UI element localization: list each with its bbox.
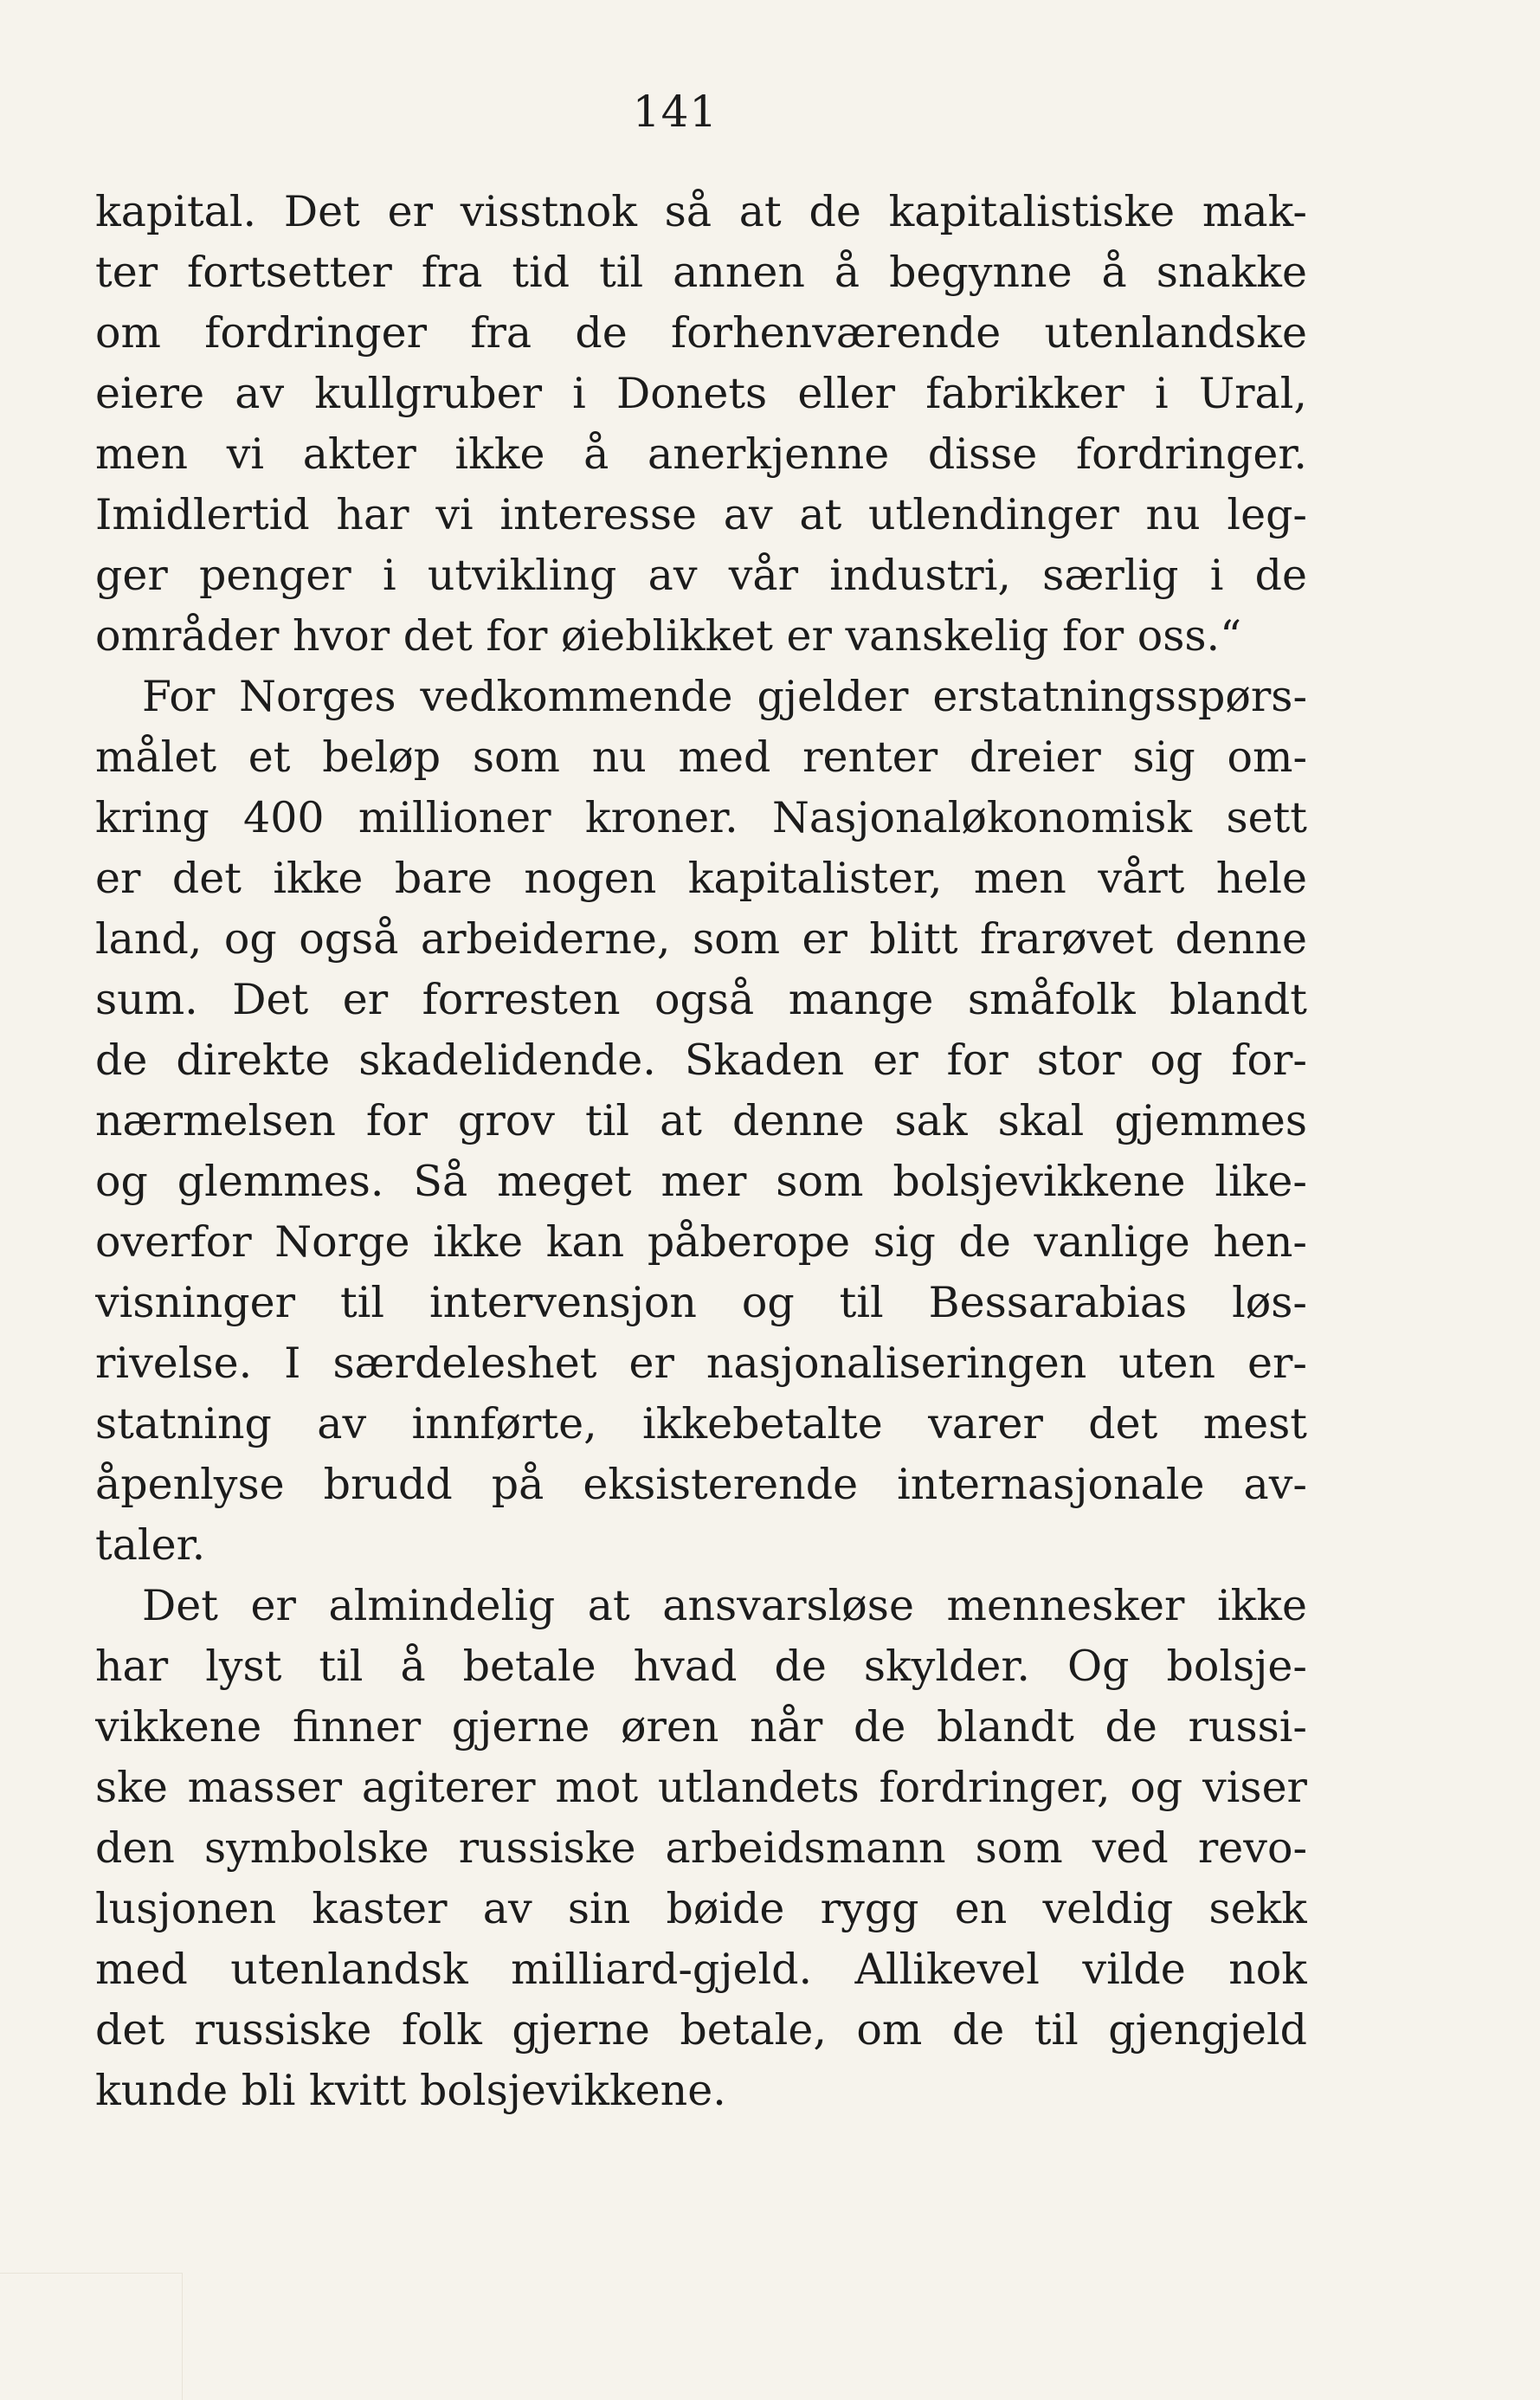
text-line: ske masser agiterer mot utlandets fordringer, og viser [95, 1763, 1307, 1812]
text-line: overfor Norge ikke kan påberope sig de vanlige hen- [95, 1217, 1307, 1267]
text-line: de direkte skadelidende. Skaden er for stor og for- [95, 1035, 1307, 1085]
text-line: kring 400 millioner kroner. Nasjonaløkonomisk sett [95, 793, 1307, 842]
text-line: om fordringer fra de forhenværende utenlandske [95, 308, 1307, 358]
scan-corner-mark [0, 2273, 183, 2400]
paragraph-start-line: Det er almindelig at ansvarsløse mennesker ikke [142, 1581, 1307, 1630]
text-line: det russiske folk gjerne betale, om de til gjengjeld [95, 2005, 1307, 2055]
text-line: land, og også arbeiderne, som er blitt frarøvet denne [95, 914, 1307, 964]
text-line: statning av innførte, ikkebetalte varer det mest [95, 1399, 1307, 1448]
text-line: eiere av kullgruber i Donets eller fabrikker i Ural, [95, 369, 1307, 418]
text-line: visninger til intervensjon og til Bessarabias løs- [95, 1278, 1307, 1327]
text-line: har lyst til å betale hvad de skylder. Og bolsje- [95, 1642, 1307, 1691]
text-line: og glemmes. Så meget mer som bolsjevikkene like- [95, 1157, 1307, 1206]
text-line: kunde bli kvitt bolsjevikkene. [95, 2066, 726, 2115]
text-line: taler. [95, 1520, 206, 1570]
text-line: lusjonen kaster av sin bøide rygg en veldig sekk [95, 1884, 1307, 1933]
text-line: den symbolske russiske arbeidsmann som ved revo- [95, 1823, 1307, 1873]
body-text [95, 182, 1307, 2121]
text-line: sum. Det er forresten også mange småfolk blandt [95, 975, 1307, 1024]
text-line: med utenlandsk milliard-gjeld. Allikevel vilde nok [95, 1945, 1307, 1994]
text-line: rivelse. I særdeleshet er nasjonaliseringen uten er- [95, 1339, 1307, 1388]
text-line: vikkene finner gjerne øren når de blandt de russi- [95, 1702, 1307, 1752]
text-line: ter fortsetter fra tid til annen å begynne å snakke [95, 248, 1307, 297]
page-number: 141 [632, 87, 718, 137]
text-line: men vi akter ikke å anerkjenne disse fordringer. [95, 429, 1307, 479]
text-line: målet et beløp som nu med renter dreier sig om- [95, 732, 1307, 782]
text-line: er det ikke bare nogen kapitalister, men vårt hele [95, 854, 1307, 903]
text-line: områder hvor det for øieblikket er vanskelig for oss.“ [95, 611, 1242, 661]
text-line: ger penger i utvikling av vår industri, særlig i de [95, 551, 1307, 600]
text-line: nærmelsen for grov til at denne sak skal gjemmes [95, 1096, 1307, 1145]
text-line: Imidlertid har vi interesse av at utlendinger nu leg- [95, 490, 1307, 539]
text-line: kapital. Det er visstnok så at de kapitalistiske mak- [95, 187, 1307, 236]
paragraph-start-line: For Norges vedkommende gjelder erstatningsspørs- [142, 672, 1307, 721]
text-line: åpenlyse brudd på eksisterende internasjonale av- [95, 1460, 1307, 1509]
